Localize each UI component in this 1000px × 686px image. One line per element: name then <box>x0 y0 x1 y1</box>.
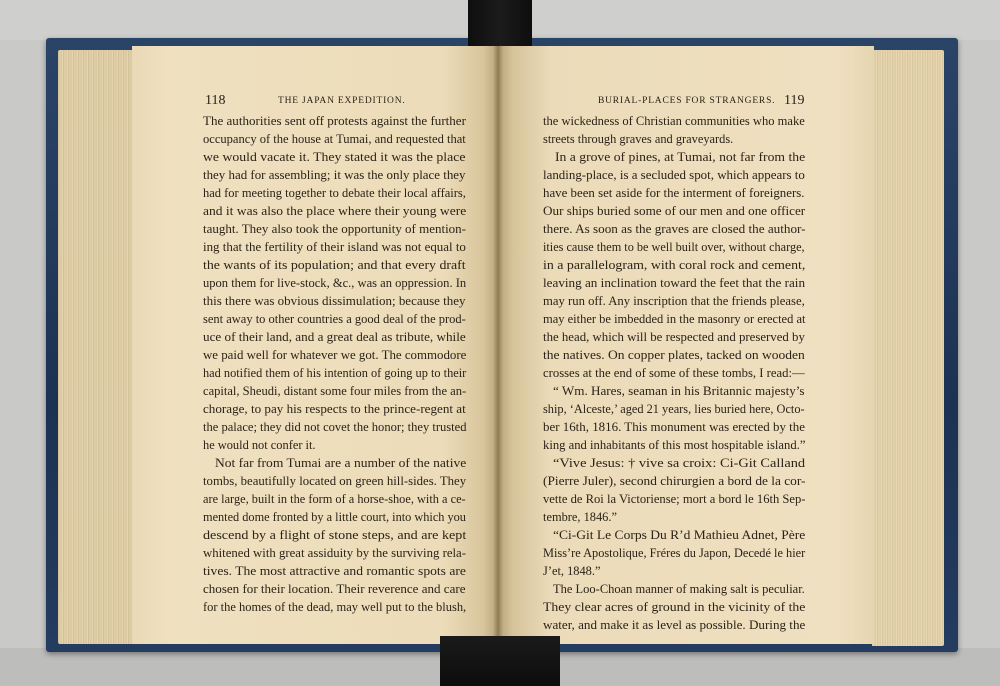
text-line: ing that the fertility of their island was not equal to <box>203 240 466 254</box>
text-line: They clear acres of ground in the vicinity of the <box>543 600 806 614</box>
text-line: king and inhabitants of this most hospitable island.” <box>543 438 806 452</box>
text-line: chorage, to pay his respects to the prince-regent at <box>203 402 466 416</box>
text-line: the head, which will be respected and preserved by <box>543 330 805 344</box>
text-line: streets through graves and graveyards. <box>543 132 734 146</box>
text-line: tembre, 1846.” <box>543 510 617 524</box>
text-line: we would vacate it. They stated it was the place <box>203 150 466 164</box>
text-line: The Loo-Choan manner of making salt is peculiar. <box>553 582 805 596</box>
text-line: taught. They also took the opportunity of mention- <box>203 222 466 236</box>
text-line: chosen for their location. Their reverence and care <box>203 582 466 596</box>
text-line: tives. The most attractive and romantic spots are <box>203 564 466 578</box>
text-line: “ Wm. Hares, seaman in his Britannic majesty’s <box>553 384 805 398</box>
text-line: whitened with great assiduity by the surviving rela- <box>203 546 466 560</box>
text-line: the natives. On copper plates, tacked on wooden <box>543 348 805 362</box>
text-line: tombs, beautifully located on green hill-sides. They <box>203 474 467 488</box>
text-line: this there was obvious dissimulation; because they <box>203 294 466 308</box>
right-page-number: 119 <box>784 93 805 108</box>
text-line: he would not confer it. <box>203 438 316 452</box>
text-line: capital, Sheudi, distant some four miles from the an- <box>203 384 467 398</box>
text-line: upon them for live-stock, &c., was an oppression. In <box>203 276 467 290</box>
text-line: descend by a flight of stone steps, and are kept <box>203 528 467 542</box>
text-line: uce of their land, and a great deal as tribute, while <box>203 330 466 344</box>
book-gutter <box>493 46 503 644</box>
text-line: “Vive Jesus: † vive sa croix: Ci-Git Calland <box>553 456 806 470</box>
text-line: we paid well for whatever we got. The commodore <box>203 348 467 362</box>
text-line: ship, ‘Alceste,’ aged 21 years, lies buried here, Octo- <box>543 402 805 416</box>
text-line: Miss’re Apostolique, Fréres du Japon, Decedé le hier <box>543 546 806 560</box>
text-line: the palace; they did not covet the honor; they trusted <box>203 420 467 434</box>
text-line: had notified them of his intention of going up to their <box>203 366 467 380</box>
text-line: may either be imbedded in the masonry or erected at <box>543 312 806 326</box>
text-line: Not far from Tumai are a number of the native <box>215 456 467 470</box>
text-line: ities cause them to be well built over, without charge, <box>543 240 805 254</box>
text-line: water, and make it as level as possible. During the <box>543 618 806 632</box>
text-line: leaving an inclination toward the feet that the rain <box>543 276 806 290</box>
top-clip <box>468 0 532 46</box>
text-line: (Pierre Juler), second chirurgien a bord de la cor- <box>543 474 806 488</box>
text-line: occupancy of the house at Tumai, and requested that <box>203 132 466 146</box>
text-line: In a grove of pines, at Tumai, not far from the <box>555 150 806 164</box>
text-line: are large, built in the form of a horse-shoe, with a ce- <box>203 492 466 506</box>
text-line: mented dome fronted by a little court, into which you <box>203 510 466 524</box>
right-running-head: BURIAL-PLACES FOR STRANGERS. <box>598 96 776 106</box>
text-line: Our ships buried some of our men and one officer <box>543 204 806 218</box>
text-line: J’et, 1848.” <box>543 564 601 578</box>
text-line: for the homes of the dead, may well put to the blush, <box>203 600 467 614</box>
left-running-head: THE JAPAN EXPEDITION. <box>278 96 406 106</box>
right-page-edges <box>872 50 944 646</box>
text-line: have been set aside for the interment of foreigners. <box>543 186 805 200</box>
text-line: “Ci-Git Le Corps Du R’d Mathieu Adnet, Père <box>553 528 806 542</box>
text-line: they had for assembling; it was the only place they <box>203 168 466 182</box>
text-line: the wants of its population; and that every draft <box>203 258 466 272</box>
text-line: ber 16th, 1816. This monument was erected by the <box>543 420 805 434</box>
text-line: vette de Roi la Victoriense; mort a bord le 16th Sep- <box>543 492 806 506</box>
text-line: and it was also the place where their young were <box>203 204 467 218</box>
text-line: there. As soon as the graves are closed the author- <box>543 222 806 236</box>
text-line: landing-place, is a secluded spot, which appears to <box>543 168 805 182</box>
text-line: may run off. Any inscription that the friends please, <box>543 294 805 308</box>
text-line: crosses at the end of some of these tombs, I read:— <box>543 366 805 380</box>
left-page-number: 118 <box>205 93 226 108</box>
text-line: the wickedness of Christian communities who make <box>543 114 805 128</box>
bottom-clip <box>440 636 560 686</box>
text-line: in a parallelogram, with coral rock and cement, <box>543 258 806 272</box>
text-line: The authorities sent off protests against the further <box>203 114 466 128</box>
text-line: sent away to other countries a good deal of the prod- <box>203 312 466 326</box>
left-page-edges <box>58 50 136 644</box>
text-line: had for meeting together to debate their local affairs, <box>203 186 466 200</box>
